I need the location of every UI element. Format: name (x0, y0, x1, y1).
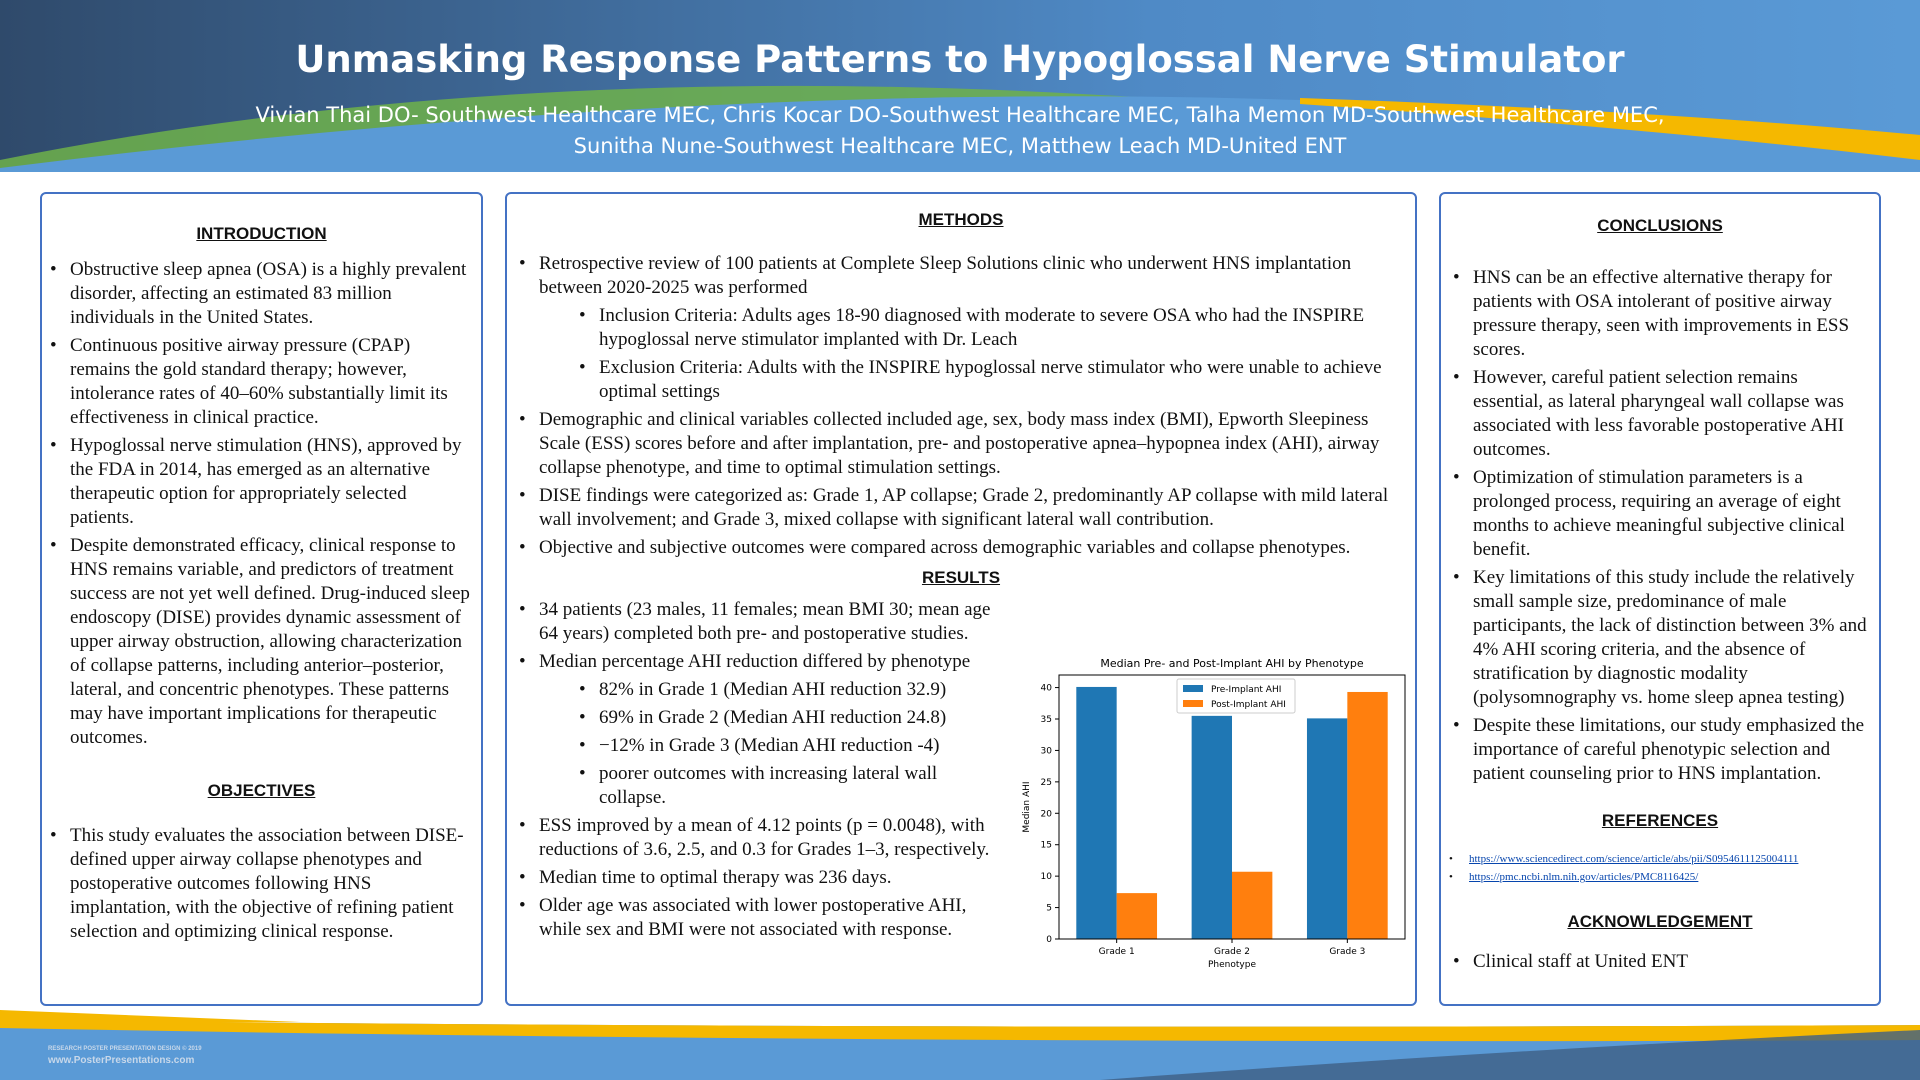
list-item: • Exclusion Criteria: Adults with the INSPIRE hypoglossal nerve stimulator who were unable to achieve optimal settings (575, 356, 1405, 404)
reference-link[interactable]: https://www.sciencedirect.com/science/article/abs/pii/S0954611125004111 (1469, 853, 1799, 865)
x-tick-label: Grade 3 (1329, 947, 1366, 957)
bar-post-implant-ahi (1117, 893, 1157, 939)
authors (0, 100, 1920, 162)
objectives-list (46, 824, 471, 948)
conclusions-panel (1439, 192, 1881, 1006)
acknowledgement-heading: ACKNOWLEDGEMENT (1567, 912, 1753, 931)
y-tick-label: 10 (1040, 872, 1052, 883)
results-list (515, 598, 1005, 946)
list-item: • Objective and subjective outcomes were compared across demographic variables and collapse phenotypes. (515, 536, 1405, 560)
list-item: • 82% in Grade 1 (Median AHI reduction 32.9) (575, 678, 1005, 702)
bar-post-implant-ahi (1232, 872, 1272, 939)
legend-swatch (1183, 700, 1203, 707)
list-item: • Hypoglossal nerve stimulation (HNS), approved by the FDA in 2014, has emerged as an alternative therapeutic option for appropriately selected patients. (46, 434, 471, 530)
conclusions-list (1449, 266, 1871, 790)
bar-pre-implant-ahi (1307, 718, 1347, 939)
authors-line: Sunitha Nune-Southwest Healthcare MEC, Matthew Leach MD-United ENT (573, 134, 1347, 158)
footer-website: www.PosterPresentations.com (48, 1055, 195, 1066)
footer-credit: RESEARCH POSTER PRESENTATION DESIGN © 2019 (48, 1046, 202, 1052)
poster-title: Unmasking Response Patterns to Hypoglossal Nerve Stimulator (295, 38, 1625, 81)
y-tick-label: 0 (1046, 935, 1052, 945)
list-item: • Obstructive sleep apnea (OSA) is a highly prevalent disorder, affecting an estimated 83 million individuals in the United States. (46, 258, 471, 330)
list-item: • 34 patients (23 males, 11 females; mean BMI 30; mean age 64 years) completed both pre- and postoperative studies. (515, 598, 1005, 646)
bar-post-implant-ahi (1347, 692, 1387, 939)
y-tick-label: 25 (1040, 777, 1052, 788)
list-item: • poorer outcomes with increasing lateral wall collapse. (575, 762, 1005, 810)
list-item: • Median percentage AHI reduction differed by phenotype (515, 650, 1005, 674)
x-axis-label: Phenotype (1208, 960, 1256, 970)
references-list (1445, 850, 1871, 886)
list-item: • However, careful patient selection remains essential, as lateral pharyngeal wall collapse was associated with less favorable postoperative AHI outcomes. (1449, 366, 1871, 462)
list-item: • Despite these limitations, our study emphasized the importance of careful phenotypic selection and patient counseling prior to HNS implantation. (1449, 714, 1871, 786)
list-item: • ESS improved by a mean of 4.12 points (p = 0.0048), with reductions of 3.6, 2.5, and 0.3 for Grades 1–3, respectively. (515, 814, 1005, 862)
list-item: • HNS can be an effective alternative therapy for patients with OSA intolerant of positive airway pressure therapy, seen with improvements in ESS scores. (1449, 266, 1871, 362)
list-item: • Optimization of stimulation parameters is a prolonged process, requiring an average of eight months to achieve meaningful subjective clinical benefit. (1449, 466, 1871, 562)
legend-swatch (1183, 685, 1203, 692)
introduction-panel (40, 192, 483, 1006)
x-tick-label: Grade 2 (1213, 947, 1251, 957)
list-item: • This study evaluates the association between DISE-defined upper airway collapse phenotypes and postoperative outcomes following HNS implantation, with the objective of refining patient selection and optimizing clinical response. (46, 824, 471, 944)
conclusions-heading: CONCLUSIONS (1597, 216, 1723, 235)
legend-label: Pre-Implant AHI (1211, 685, 1282, 695)
legend-label: Post-Implant AHI (1211, 700, 1286, 710)
list-item: • Older age was associated with lower postoperative AHI, while sex and BMI were not associated with response. (515, 894, 1005, 942)
x-tick-label: Grade 1 (1098, 947, 1135, 957)
introduction-list (46, 258, 471, 754)
y-tick-label: 40 (1040, 683, 1052, 694)
y-tick-label: 15 (1040, 840, 1052, 851)
y-tick-label: 35 (1040, 715, 1052, 725)
list-item: • Despite demonstrated efficacy, clinical response to HNS remains variable, and predictors of treatment success are not yet well defined. Drug-induced sleep endoscopy (DISE) provides dynamic assessment of upper airway obstruction, allowing characterization of collapse patterns, including anterior–posterior, lateral, and concentric phenotypes. These patterns may have important implications for therapeutic outcomes. (46, 534, 471, 750)
list-item: • 69% in Grade 2 (Median AHI reduction 24.8) (575, 706, 1005, 730)
methods-heading: METHODS (918, 210, 1004, 229)
reference-link[interactable]: https://pmc.ncbi.nlm.nih.gov/articles/PMC8116425/ (1469, 871, 1699, 883)
introduction-heading: INTRODUCTION (196, 224, 327, 243)
y-axis-label: Median AHI (1022, 781, 1032, 833)
references-heading: REFERENCES (1601, 811, 1719, 830)
authors-line: Vivian Thai DO- Southwest Healthcare MEC, Chris Kocar DO-Southwest Healthcare MEC, Talha Memon MD-Southwest Healthcare MEC, (255, 103, 1665, 127)
y-tick-label: 5 (1046, 903, 1052, 914)
list-item: • −12% in Grade 3 (Median AHI reduction -4) (575, 734, 1005, 758)
list-item: • Clinical staff at United ENT (1449, 950, 1871, 974)
methods-list (515, 252, 1405, 564)
list-item: • Retrospective review of 100 patients at Complete Sleep Solutions clinic who underwent HNS implantation between 2020-2025 was performed (515, 252, 1405, 300)
bar-pre-implant-ahi (1076, 687, 1116, 939)
bar-pre-implant-ahi (1192, 716, 1232, 939)
list-item: • Key limitations of this study include the relatively small sample size, predominance of male participants, the lack of distinction between 3% and 4% AHI scoring criteria, and the absence of stratification by diagnostic modality (polysomnography vs. home sleep apnea testing) (1449, 566, 1871, 710)
list-item (1445, 868, 1871, 886)
list-item: • Median time to optimal therapy was 236 days. (515, 866, 1005, 890)
list-item: • Continuous positive airway pressure (CPAP) remains the gold standard therapy; however, intolerance rates of 40–60% substantially limit its effectiveness in clinical practice. (46, 334, 471, 430)
list-item: • Inclusion Criteria: Adults ages 18-90 diagnosed with moderate to severe OSA who had the INSPIRE hypoglossal nerve stimulator implanted with Dr. Leach (575, 304, 1405, 352)
chart-title: Median Pre- and Post-Implant AHI by Phenotype (1100, 657, 1364, 670)
poster-header (0, 0, 1920, 172)
y-tick-label: 20 (1040, 809, 1052, 820)
acknowledgement-list (1449, 950, 1871, 978)
list-item: • DISE findings were categorized as: Grade 1, AP collapse; Grade 2, predominantly AP collapse with mild lateral wall involvement; and Grade 3, mixed collapse with significant lateral wall contribution. (515, 484, 1405, 532)
y-tick-label: 30 (1040, 746, 1052, 757)
list-item (1445, 850, 1871, 868)
results-heading: RESULTS (921, 568, 1001, 587)
list-item: • Demographic and clinical variables collected included age, sex, body mass index (BMI), Epworth Sleepiness Scale (ESS) scores before and after implantation, pre- and postoperative apnea–hypopnea index (AHI), airway collapse phenotype, and time to optimal stimulation settings. (515, 408, 1405, 480)
objectives-heading: OBJECTIVES (207, 781, 316, 800)
methods-results-panel (505, 192, 1417, 1006)
footer-swoosh (0, 1010, 1920, 1080)
ahi-bar-chart (1017, 649, 1417, 979)
